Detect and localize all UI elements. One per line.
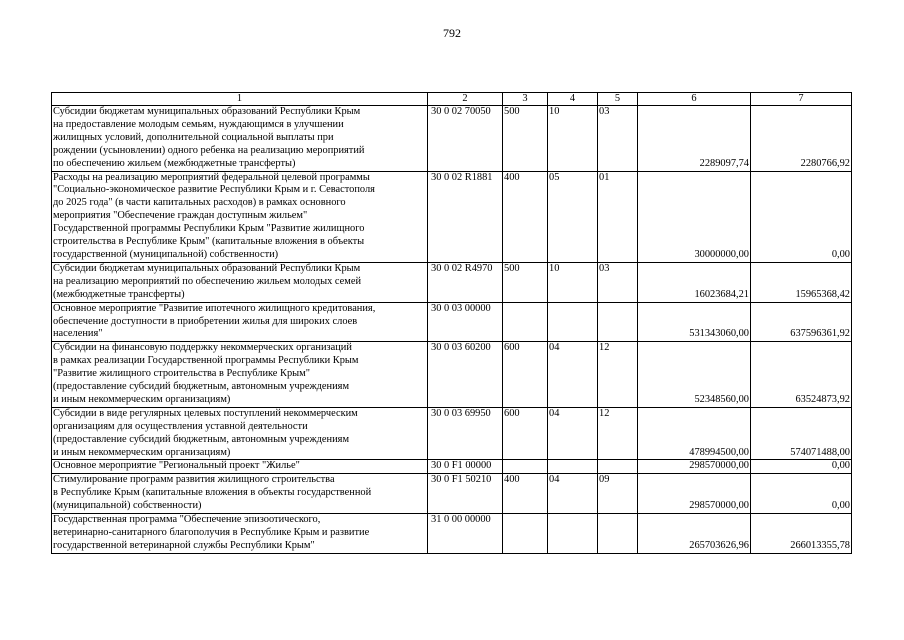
header-cell-1: 1 — [52, 93, 428, 106]
target-code-cell: 30 0 02 70050 — [428, 106, 503, 172]
amount-year-2-cell: 2280766,92 — [751, 106, 852, 172]
target-code-cell: 30 0 03 69950 — [428, 407, 503, 460]
amount-year-2-cell: 15965368,42 — [751, 262, 852, 302]
subsection-cell — [598, 302, 638, 342]
amount-year-2-cell: 637596361,92 — [751, 302, 852, 342]
expense-type-cell: 600 — [503, 407, 548, 460]
amount-year-1-cell: 478994500,00 — [638, 407, 751, 460]
subsection-cell — [598, 460, 638, 474]
item-name-cell: Основное мероприятие "Региональный проект "Жилье" — [52, 460, 428, 474]
item-name-cell: Субсидии в виде регулярных целевых поступлений некоммерческим организациям для осуществления уставной деятельности (предоставление субсидий бюджетным, автономным учреждениям и иным некоммерческим организациям) — [52, 407, 428, 460]
subsection-cell: 03 — [598, 262, 638, 302]
target-code-cell: 30 0 F1 50210 — [428, 474, 503, 514]
item-name-cell: Стимулирование программ развития жилищного строительства в Республике Крым (капитальные вложения в объекты государственной (муниципальной) собственности) — [52, 474, 428, 514]
header-cell-7: 7 — [751, 93, 852, 106]
table-row — [52, 171, 852, 262]
expense-type-cell: 500 — [503, 106, 548, 172]
budget-table — [51, 92, 852, 554]
subsection-cell: 03 — [598, 106, 638, 172]
expense-type-cell — [503, 460, 548, 474]
header-cell-3: 3 — [503, 93, 548, 106]
target-code-cell: 30 0 03 00000 — [428, 302, 503, 342]
section-cell: 10 — [548, 106, 598, 172]
amount-year-2-cell: 0,00 — [751, 171, 852, 262]
item-name-cell: Расходы на реализацию мероприятий федеральной целевой программы "Социально-экономическое развитие Республики Крым и г. Севастополя до 2025 года" (в части капитальных расходов) в рамках основного мероприятия "Обеспечение граждан доступным жильем" Государственной программы Республики Крым "Развитие жилищного строительства в Республике Крым" (капитальные вложения в объекты государственной (муниципальной) собственности) — [52, 171, 428, 262]
header-cell-4: 4 — [548, 93, 598, 106]
target-code-cell: 30 0 03 60200 — [428, 342, 503, 408]
expense-type-cell: 500 — [503, 262, 548, 302]
amount-year-1-cell: 298570000,00 — [638, 460, 751, 474]
section-cell: 04 — [548, 342, 598, 408]
header-cell-6: 6 — [638, 93, 751, 106]
table-row — [52, 407, 852, 460]
budget-table-body — [52, 93, 852, 554]
table-row — [52, 262, 852, 302]
section-cell: 04 — [548, 407, 598, 460]
target-code-cell: 30 0 02 R4970 — [428, 262, 503, 302]
amount-year-1-cell: 52348560,00 — [638, 342, 751, 408]
subsection-cell: 12 — [598, 407, 638, 460]
section-cell — [548, 460, 598, 474]
amount-year-2-cell: 0,00 — [751, 474, 852, 514]
target-code-cell: 30 0 02 R1881 — [428, 171, 503, 262]
table-row — [52, 302, 852, 342]
section-cell — [548, 514, 598, 554]
header-row — [52, 93, 852, 106]
subsection-cell: 12 — [598, 342, 638, 408]
section-cell: 04 — [548, 474, 598, 514]
target-code-cell: 30 0 F1 00000 — [428, 460, 503, 474]
item-name-cell: Основное мероприятие "Развитие ипотечного жилищного кредитования, обеспечение доступности в приобретении жилья для широких слоев населения" — [52, 302, 428, 342]
table-row — [52, 342, 852, 408]
section-cell — [548, 302, 598, 342]
subsection-cell — [598, 514, 638, 554]
amount-year-2-cell: 574071488,00 — [751, 407, 852, 460]
amount-year-1-cell: 265703626,96 — [638, 514, 751, 554]
table-row — [52, 514, 852, 554]
page-number: 792 — [443, 26, 461, 40]
amount-year-1-cell: 298570000,00 — [638, 474, 751, 514]
expense-type-cell: 400 — [503, 474, 548, 514]
amount-year-1-cell: 30000000,00 — [638, 171, 751, 262]
subsection-cell: 01 — [598, 171, 638, 262]
item-name-cell: Субсидии на финансовую поддержку некоммерческих организаций в рамках реализации Государственной программы Республики Крым "Развитие жилищного строительства в Республике Крым" (предоставление субсидий бюджетным, автономным учреждениям и иным некоммерческим организациям) — [52, 342, 428, 408]
table-row — [52, 460, 852, 474]
expense-type-cell — [503, 514, 548, 554]
header-cell-2: 2 — [428, 93, 503, 106]
item-name-cell: Субсидии бюджетам муниципальных образований Республики Крым на реализацию мероприятий по обеспечению жильем молодых семей (межбюджетные трансферты) — [52, 262, 428, 302]
target-code-cell: 31 0 00 00000 — [428, 514, 503, 554]
item-name-cell: Государственная программа "Обеспечение эпизоотического, ветеринарно-санитарного благополучия в Республике Крым и развитие государственной ветеринарной службы Республики Крым" — [52, 514, 428, 554]
amount-year-1-cell: 16023684,21 — [638, 262, 751, 302]
expense-type-cell: 600 — [503, 342, 548, 408]
amount-year-2-cell: 63524873,92 — [751, 342, 852, 408]
expense-type-cell: 400 — [503, 171, 548, 262]
header-cell-5: 5 — [598, 93, 638, 106]
subsection-cell: 09 — [598, 474, 638, 514]
amount-year-2-cell: 0,00 — [751, 460, 852, 474]
table-row — [52, 106, 852, 172]
section-cell: 05 — [548, 171, 598, 262]
amount-year-2-cell: 266013355,78 — [751, 514, 852, 554]
table-row — [52, 474, 852, 514]
item-name-cell: Субсидии бюджетам муниципальных образований Республики Крым на предоставление молодым семьям, нуждающимся в улучшении жилищных условий, дополнительной социальной выплаты при рождении (усыновлении) одного ребенка на реализацию мероприятий по обеспечению жильем (межбюджетные трансферты) — [52, 106, 428, 172]
amount-year-1-cell: 531343060,00 — [638, 302, 751, 342]
expense-type-cell — [503, 302, 548, 342]
section-cell: 10 — [548, 262, 598, 302]
amount-year-1-cell: 2289097,74 — [638, 106, 751, 172]
